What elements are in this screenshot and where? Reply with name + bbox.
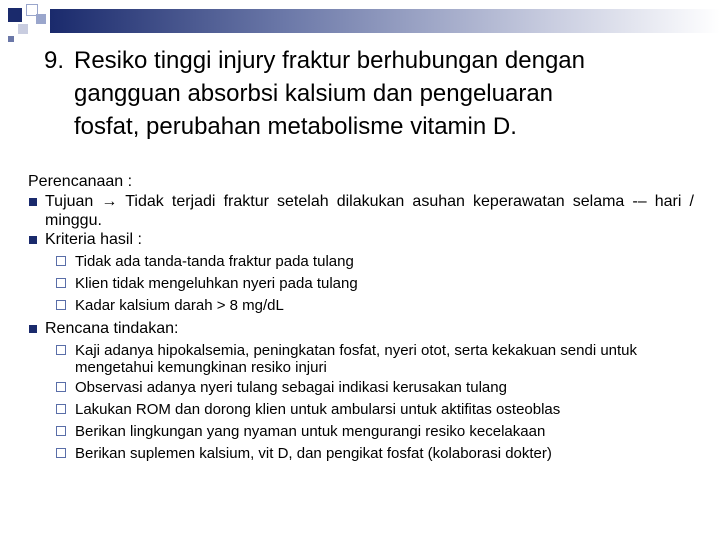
rencana-list-item: Observasi adanya nyeri tulang sebagai indikasi kerusakan tulang (56, 379, 694, 396)
tujuan-item (28, 192, 694, 230)
rencana-list-item: Berikan lingkungan yang nyaman untuk mengurangi resiko kecelakaan (56, 423, 694, 440)
checkbox-bullet-icon (56, 278, 66, 288)
title-line-1: 9. Resiko tinggi injury fraktur berhubungan dengan (44, 44, 704, 77)
rencana-list-item: Berikan suplemen kalsium, vit D, dan pengikat fosfat (kolaborasi dokter) (56, 445, 694, 462)
title-number: 9. (44, 47, 65, 74)
checkbox-bullet-icon (56, 300, 66, 310)
rencana-label: Rencana tindakan: (45, 320, 179, 337)
kriteria-list (28, 253, 694, 314)
checkbox-bullet-icon (56, 256, 66, 266)
checkbox-bullet-icon (56, 382, 66, 392)
decor-square-1 (8, 8, 22, 22)
kriteria-list-item: Klien tidak mengeluhkan nyeri pada tulang (56, 275, 694, 292)
checkbox-bullet-icon (56, 448, 66, 458)
kriteria-list-item: Tidak ada tanda-tanda fraktur pada tulang (56, 253, 694, 270)
tujuan-text: Tujuan → Tidak terjadi fraktur setelah dilakukan asuhan keperawatan selama -– hari / minggu. (45, 193, 694, 229)
decor-square-4 (18, 24, 28, 34)
rencana-list-item: Lakukan ROM dan dorong klien untuk ambularsi untuk aktifitas osteoblas (56, 401, 694, 418)
checkbox-bullet-icon (56, 426, 66, 436)
perencanaan-heading: Perencanaan : (28, 173, 133, 190)
square-bullet-icon (29, 236, 37, 244)
square-bullet-icon (29, 198, 37, 206)
square-bullet-icon (29, 325, 37, 333)
checkbox-bullet-icon (56, 404, 66, 414)
kriteria-label: Kriteria hasil : (45, 231, 142, 248)
slide-body (28, 172, 694, 467)
header-gradient-bar (50, 9, 720, 33)
title-line-2: gangguan absorbsi kalsium dan pengeluaran (74, 80, 554, 107)
title-line-3: fosfat, perubahan metabolisme vitamin D. (74, 113, 517, 140)
decor-square-5 (8, 36, 14, 42)
kriteria-list-item: Kadar kalsium darah > 8 mg/dL (56, 297, 694, 314)
kriteria-item (28, 230, 694, 249)
checkbox-bullet-icon (56, 345, 66, 355)
rencana-list (28, 342, 694, 462)
rencana-item (28, 319, 694, 338)
rencana-list-item: Kaji adanya hipokalsemia, peningkatan fosfat, nyeri otot, serta kekakuan sendi untuk mengetahui kemungkinan resiko injuri (56, 342, 694, 376)
decor-square-3 (36, 14, 46, 24)
slide-title (44, 44, 704, 143)
